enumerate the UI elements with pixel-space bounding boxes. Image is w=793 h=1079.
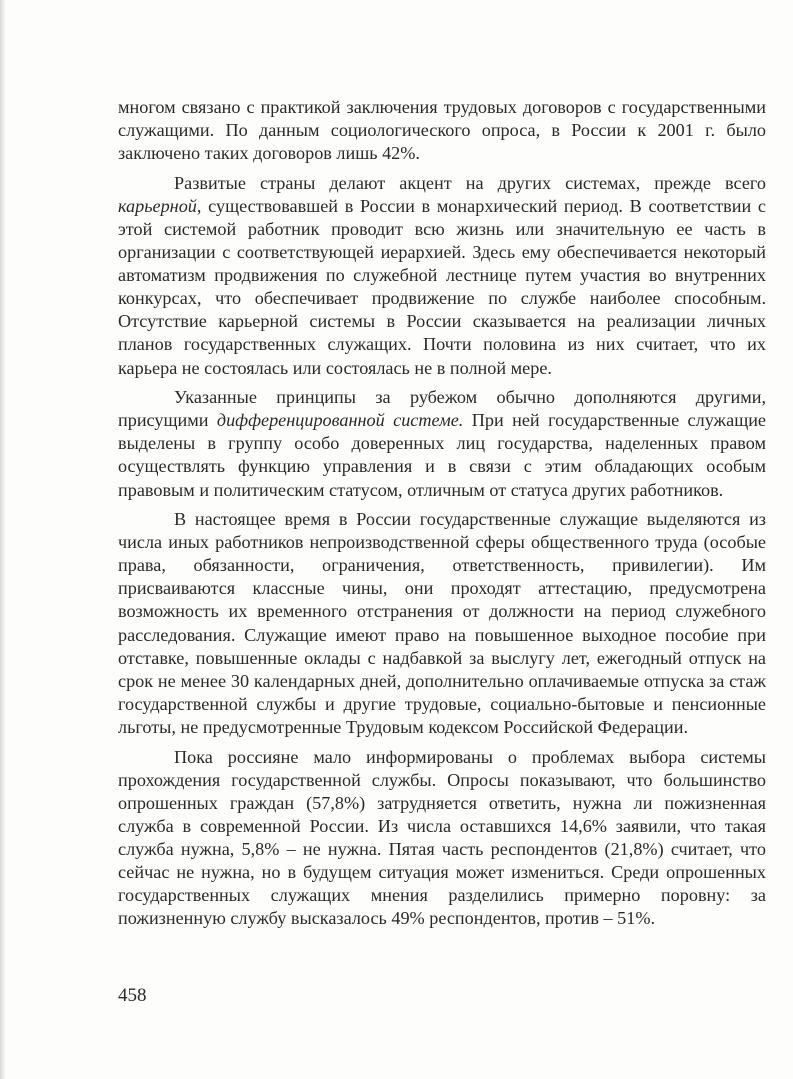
paragraph-4-text: В настоящее время в России государственные служащие выделяются из числа иных работников непроизводственной сферы общественного труда (особые права, обязанности, ограничения, ответственность, привилегии). Им присваиваются классные чины, они проходят аттестацию, предусмотрена возможность их временного отстранения от должности на период служебного расследования. Служащие имеют право на повышенное выходное пособие при отставке, повышенные оклады с надбавкой за выслугу лет, ежегодный отпуск на срок не менее 30 календарных дней, дополнительно оплачиваемые отпуска за стаж государственной службы и другие трудовые, социально-бытовые и пенсионные льготы, не предусмотренные Трудовым кодексом Российской Федерации. bbox=[118, 509, 766, 737]
paragraph-5 bbox=[118, 746, 766, 931]
paragraph-3-italic-term: дифференцированной системе. bbox=[216, 410, 464, 431]
paragraph-3-text-end: При ней государственные служащие выделены в группу особо доверенных лиц государства, наделенных правом осуществлять функцию управления и в связи с этим обладающих особым правовым и политическим статусом, отличным от статуса других работников. bbox=[118, 410, 767, 500]
paragraph-1 bbox=[118, 96, 766, 165]
paragraph-3 bbox=[118, 386, 766, 501]
page-number: 458 bbox=[118, 985, 147, 1006]
paragraph-1-text: многом связано с практикой заключения трудовых договоров с государственными служащими. По данным социологического опроса, в России к 2001 г. было заключено таких договоров лишь 42%. bbox=[118, 97, 766, 164]
paragraph-2-text-end: , существовавшей в России в монархический период. В соответствии с этой системой работник проводит всю жизнь или значительную ее часть в организации с соответствующей иерархией. Здесь ему обеспечивается некоторый автоматизм продвижения по служебной лестнице путем участия во внутренних конкурсах, что обеспечивает продвижение по службе наиболее способным. Отсутствие карьерной системы в России сказывается на реализации личных планов государственных служащих. Почти половина из них считает, что их карьера не состоялась или состоялась не в полной мере. bbox=[118, 195, 766, 378]
paragraph-2-text-start: Развитые страны делают акцент на других системах, прежде всего bbox=[174, 172, 766, 193]
paragraph-2-italic-term: карьерной bbox=[118, 195, 197, 216]
paragraph-3-text-start: Указанные принципы за рубежом обычно дополняются другими, присущими bbox=[118, 387, 766, 431]
scan-edge-shadow bbox=[0, 0, 6, 1079]
body-text bbox=[118, 96, 766, 937]
paragraph-5-text: Пока россияне мало информированы о проблемах выбора системы прохождения государственной службы. Опросы показывают, что большинство опрошенных граждан (57,8%) затрудняется ответить, нужна ли пожизненная служба в современной России. Из числа оставшихся 14,6% заявили, что такая служба нужна, 5,8% – не нужна. Пятая часть респондентов (21,8%) считает, что сейчас не нужна, но в будущем ситуация может измениться. Среди опрошенных государственных служащих мнения разделились примерно поровну: за пожизненную службу высказалось 49% респондентов, против – 51%. bbox=[118, 746, 766, 929]
paragraph-4 bbox=[118, 508, 766, 739]
paragraph-2 bbox=[118, 172, 766, 380]
